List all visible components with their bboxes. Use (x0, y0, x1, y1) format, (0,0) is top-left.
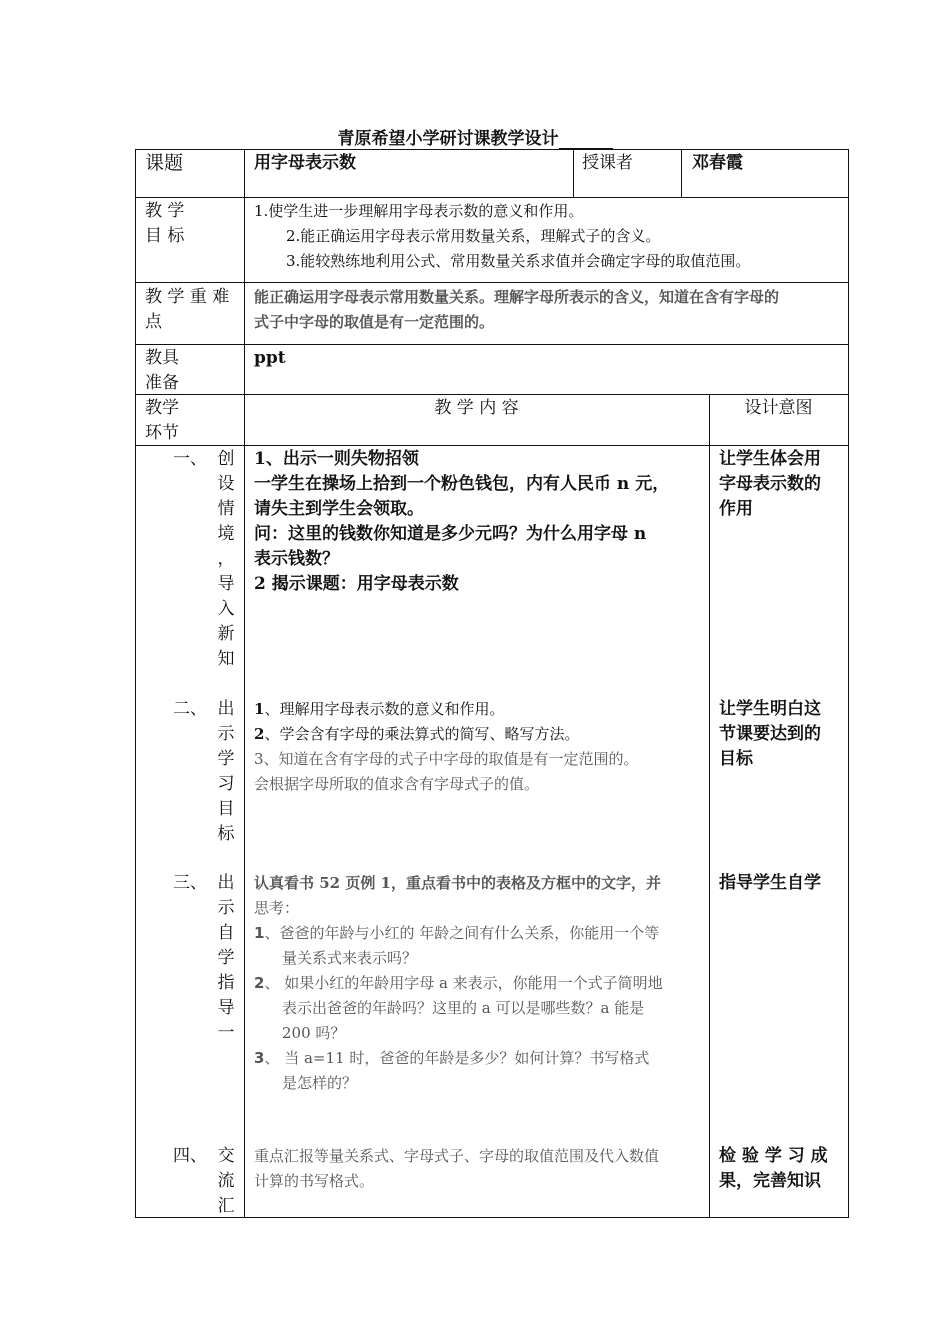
section-3-number: 三、 (173, 873, 207, 893)
section-3-question-1-cont: 量关系式来表示吗？ (282, 949, 418, 967)
topic-value: 用字母表示数 (254, 153, 356, 173)
section-1-line: 2 揭示课题：用字母表示数 (254, 574, 459, 594)
goal-item: 3.能较熟练地利用公式、常用数量关系求值并会确定字母的取值范围。 (286, 252, 751, 270)
section-2-item: 2、学会含有字母的乘法算式的简写、略写方法。 (254, 725, 580, 743)
section-3-question-2: 2、 如果小红的年龄用字母 a 来表示，你能用一个式子简明地 (254, 974, 663, 992)
section-3-question-1: 1、爸爸的年龄与小红的 年龄之间有什么关系，你能用一个等 (254, 924, 660, 942)
section-1-intent: 字母表示数的 (719, 474, 821, 494)
stage-header-1: 教学 (145, 398, 179, 418)
key-points-label-1: 教 学 重 难 (145, 287, 230, 307)
section-1-line: 问：这里的钱数你知道是多少元吗？为什么用字母 n (254, 524, 647, 544)
section-2-intent: 节课要达到的 (719, 724, 821, 744)
key-points-text-1: 能正确运用字母表示常用数量关系。理解字母所表示的含义，知道在含有字母的 (254, 288, 780, 306)
section-2-extra: 会根据字母所取的值求含有字母式子的值。 (254, 775, 540, 793)
section-3-intent: 指导学生自学 (719, 873, 821, 893)
section-1-intent: 作用 (719, 499, 753, 519)
section-1-intent: 让学生体会用 (719, 449, 821, 469)
section-1-line: 1、出示一则失物招领 (254, 449, 419, 469)
section-1-title: 创 设 情 境 ， 导 入 新 知 (217, 449, 235, 669)
section-1-line: 表示钱数？ (254, 549, 339, 569)
tools-label-1: 教具 (145, 348, 179, 368)
section-2-intent: 让学生明白这 (719, 699, 821, 719)
section-4-intent: 检 验 学 习 成 (719, 1146, 828, 1166)
section-2-intent: 目标 (719, 749, 753, 769)
section-2-number: 二、 (173, 699, 207, 719)
intent-header: 设计意图 (744, 398, 813, 418)
section-3-title: 出 示 自 学 指 导 一 (217, 873, 235, 1043)
section-2-title: 出 示 学 习 目 标 (217, 699, 235, 844)
section-3-question-2-cont: 200 吗？ (282, 1024, 346, 1042)
goal-item: 2.能正确运用字母表示常用数量关系，理解式子的含义。 (286, 227, 661, 245)
section-1-line: 请失主到学生会领取。 (254, 499, 424, 519)
key-points-label-2: 点 (145, 312, 162, 332)
goals-label-1: 教 学 (145, 201, 185, 221)
document-title: 青原希望小学研讨课教学设计 (0, 124, 950, 149)
section-4-intent: 果，完善知识 (719, 1171, 821, 1191)
tools-label-2: 准备 (145, 373, 179, 393)
section-2-item: 3、知道在含有字母的式子中字母的取值是有一定范围的。 (254, 750, 639, 768)
section-4-text: 重点汇报等量关系式、字母式子、字母的取值范围及代入数值 (254, 1147, 660, 1165)
section-4-title: 交 流 汇 (217, 1146, 235, 1216)
section-3-intro: 认真看书 52 页例 1，重点看书中的表格及方框中的文字，并 (254, 874, 661, 892)
stage-header-2: 环节 (145, 423, 179, 443)
section-4-text: 计算的书写格式。 (254, 1172, 375, 1190)
teacher-label: 授课者 (582, 153, 633, 173)
section-1-number: 一、 (173, 449, 207, 469)
section-4-number: 四、 (173, 1146, 207, 1166)
key-points-text-2: 式子中字母的取值是有一定范围的。 (254, 313, 495, 331)
content-header: 教 学 内 容 (434, 398, 519, 418)
section-3-intro: 思考： (254, 899, 300, 917)
section-1-line: 一学生在操场上拾到一个粉色钱包，内有人民币 n 元， (254, 474, 670, 494)
topic-label: 课题 (145, 152, 184, 174)
goal-item: 1.使学生进一步理解用字母表示数的意义和作用。 (254, 202, 584, 220)
section-3-question-3: 3、 当 a=11 时，爸爸的年龄是多少？如何计算？书写格式 (254, 1049, 650, 1067)
section-3-question-3-cont: 是怎样的？ (282, 1074, 358, 1092)
section-3-question-2-cont: 表示出爸爸的年龄吗？这里的 a 可以是哪些数？a 能是 (282, 999, 645, 1017)
teacher-value: 邓春霞 (692, 153, 743, 173)
tools-value: ppt (254, 348, 286, 368)
goals-label-2: 目 标 (145, 226, 185, 246)
section-2-item: 1、理解用字母表示数的意义和作用。 (254, 700, 505, 718)
